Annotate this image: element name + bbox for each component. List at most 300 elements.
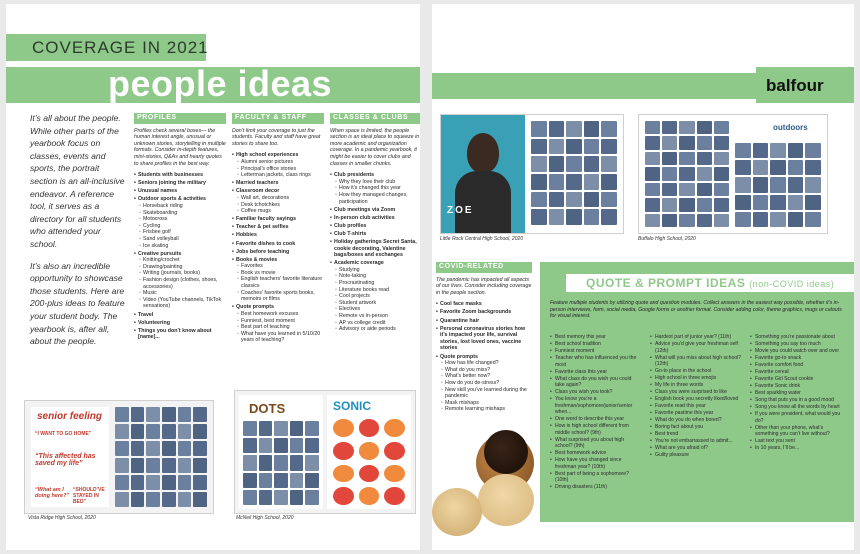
quote-prompt-item: • Driving disasters (11th) [550,484,642,491]
portrait-head [467,133,499,173]
quote-title-text: QUOTE & PROMPT IDEAS [586,276,746,290]
portrait-thumbnail [131,424,145,439]
portrait-thumbnail [162,492,176,507]
portrait-thumbnail [549,156,565,172]
buffalo-portrait-grid-right [735,143,821,227]
sub-list-item: ◦ Wall art, decorations [232,195,324,202]
drink-image [384,419,405,437]
portrait-thumbnail [178,475,192,490]
faculty-description: Don’t limit your coverage to just the students. Faculty and staff have great stories to share too. [232,127,321,147]
list-item: • Classroom decor [232,188,324,195]
quote-prompt-item: • Favorite Girl Scout cookie [750,376,842,383]
trefoil-cookie-image [432,488,482,536]
quote-prompt-item: • What surprised you about high school? (9th) [550,437,642,450]
right-title-bar [432,73,762,99]
portrait-thumbnail [645,136,660,149]
mcneil-left-page [239,395,323,509]
title-bar [6,63,420,104]
portrait-thumbnail [714,152,729,165]
portrait-thumbnail [662,214,677,227]
sub-list-item: ◦ Note-taking [330,273,420,280]
quote-prompt-item: • My life in three words [650,382,742,389]
portrait-thumbnail [259,490,273,505]
sub-list-item: ◦ Drawing/painting [134,264,226,271]
portrait-body [455,171,511,233]
quote-intro: Feature multiple students by utilizing quote and question modules. Collect answers in the easiest way possible, whether it’s in-person interviews, form, social media, Google forms or another format. Consider adding color, theme graphics, mugs or cutouts for visual interest. [550,300,842,320]
quote-prompt-item: • Favorite pastime this year [650,410,742,417]
portrait-thumbnail [805,195,821,210]
portrait-thumbnail [305,490,319,505]
portrait-thumbnail [274,438,288,453]
sub-list-item: ◦ Writing (journals, books) [134,270,226,277]
quote-list-1 [550,334,642,491]
portrait-thumbnail [193,424,207,439]
portrait-thumbnail [162,424,176,439]
portrait-thumbnail [697,121,712,134]
portrait-thumbnail [770,212,786,227]
quote-prompt-item: • Best trend [650,431,742,438]
quote-prompt-item: • Favorite go-to snack [750,355,842,362]
list-item: • Quarantine hair [436,318,532,325]
quote-prompt-item: • Favorite read this year [650,403,742,410]
portrait-thumbnail [162,475,176,490]
portrait-thumbnail [146,441,160,456]
covid-heading: COVID-RELATED [436,262,532,273]
sub-list-item: ◦ Letterman jackets, class rings [232,172,324,179]
mcneil-sonic-title: SONIC [333,399,372,413]
portrait-thumbnail [290,490,304,505]
portrait-thumbnail [566,139,582,155]
drink-image [359,487,380,505]
caption-little-rock: Little Rock Central High School, 2020 [440,236,524,242]
portrait-thumbnail [753,160,769,175]
portrait-thumbnail [566,192,582,208]
quote-prompt-item: • You’re not embarrassed to admit... [650,438,742,445]
sub-list-item: ◦ Desk tchotchkes [232,202,324,209]
faculty-column [232,113,324,344]
faculty-heading: FACULTY & STAFF [232,113,324,124]
sub-list-item: ◦ What do you miss? [436,367,532,374]
sub-list-item: ◦ How it’s changed this year [330,185,420,192]
mcneil-right-page [327,395,411,509]
portrait-thumbnail [531,209,547,225]
portrait-thumbnail [115,407,129,422]
quote-prompt-item: • Go-to place in the school [650,368,742,375]
portrait-thumbnail [259,473,273,488]
faculty-list [232,152,324,344]
list-item: • Married teachers [232,180,324,187]
portrait-thumbnail [584,174,600,190]
portrait-thumbnail [601,139,617,155]
portrait-thumbnail [735,212,751,227]
portrait-thumbnail [259,421,273,436]
portrait-thumbnail [753,212,769,227]
portrait-thumbnail [290,455,304,470]
portrait-thumbnail [178,424,192,439]
portrait-thumbnail [601,209,617,225]
list-item: • Books & movies [232,257,324,264]
portrait-thumbnail [805,177,821,192]
portrait-thumbnail [115,492,129,507]
list-item: • Club profiles [330,223,420,230]
sub-list-item: ◦ Remote learning mishaps [436,406,532,413]
sub-list-item: ◦ Sand volleyball [134,236,226,243]
sub-list-item: ◦ English teachers’ favorite literature classics [232,276,324,289]
profiles-column [134,113,226,341]
portrait-thumbnail [601,121,617,137]
portrait-thumbnail [679,183,694,196]
list-item: • Jobs before teaching [232,249,324,256]
portrait-thumbnail [679,214,694,227]
portrait-thumbnail [243,473,257,488]
portrait-thumbnail [290,421,304,436]
portrait-thumbnail [131,475,145,490]
sub-list-item: ◦ Music [134,290,226,297]
portrait-thumbnail [679,121,694,134]
quote-prompt-item: • Favorite Sonic drink [750,383,842,390]
quote-list-2 [650,334,742,459]
little-rock-portrait-grid [531,121,617,225]
logo-text: balfour [766,76,824,95]
buffalo-header [735,121,821,141]
sub-list-item: ◦ Principal’s office stories [232,166,324,173]
portrait-thumbnail [531,174,547,190]
mcneil-portrait-grid-left [243,421,319,505]
portrait-thumbnail [788,143,804,158]
list-item: • Travel [134,312,226,319]
list-item: • Holiday gatherings Secret Santa, cookie decorating, Valentine bags/boxes and exchanges [330,239,420,259]
quote-prompt-item: • Other than your phone, what’s something you can’t live without? [750,425,842,438]
quote-prompt-item: • Class you were surprised to like [650,389,742,396]
portrait-thumbnail [259,438,273,453]
covid-column [436,262,532,413]
page-title: people ideas [108,63,333,104]
portrait-thumbnail [805,212,821,227]
vista-portrait-grid [115,407,207,507]
quote-prompt-item: • Favorite cereal [750,369,842,376]
portrait-thumbnail [274,421,288,436]
portrait-thumbnail [735,195,751,210]
portrait-thumbnail [645,214,660,227]
shortbread-cookie-image [478,474,534,526]
sub-list-item: ◦ Alumni senior pictures [232,159,324,166]
portrait-thumbnail [645,167,660,180]
portrait-thumbnail [305,421,319,436]
portrait-thumbnail [162,458,176,473]
vista-quote-panel [31,407,109,507]
quote-prompt-item: • Last text you sent [750,438,842,445]
quote-title-bar [566,274,854,292]
portrait-thumbnail [243,421,257,436]
portrait-thumbnail [645,152,660,165]
classes-heading: CLASSES & CLUBS [330,113,420,124]
portrait-thumbnail [193,475,207,490]
quote-prompt-item: • How have you changed since freshman year? (10th) [550,457,642,470]
covid-description: The pandemic has impacted all aspects of our lives. Consider including coverage in the people section. [436,276,532,296]
classes-list [330,172,420,333]
portrait-thumbnail [305,438,319,453]
portrait-thumbnail [243,490,257,505]
portrait-thumbnail [274,455,288,470]
vista-quote-4: “SHOULD’VE STAYED IN BED” [73,487,105,505]
quote-prompt-item: • Movie you could watch over and over [750,348,842,355]
sub-list-item: ◦ AP vs college credit [330,320,420,327]
profiles-heading: PROFILES [134,113,226,124]
drink-image [384,487,405,505]
portrait-thumbnail [679,152,694,165]
portrait-thumbnail [753,195,769,210]
classes-column [330,113,420,333]
caption-mcneil: McNeil High School, 2020 [236,515,294,521]
quote-column-2 [650,334,742,459]
quote-column-3 [750,334,842,452]
list-item: • Outdoor sports & activities [134,196,226,203]
portrait-thumbnail [753,143,769,158]
portrait-thumbnail [697,167,712,180]
list-item: • Seniors joining the military [134,180,226,187]
portrait-thumbnail [697,214,712,227]
mcneil-dots-title: DOTS [249,401,286,416]
portrait-thumbnail [679,198,694,211]
list-item: • Quote prompts [232,304,324,311]
portrait-thumbnail [259,455,273,470]
quote-prompt-item: • If you were president, what would you do? [750,411,842,424]
portrait-thumbnail [662,152,677,165]
list-item: • Club T-shirts [330,231,420,238]
quote-prompt-item: • You know you’re a freshman/sophomore/junior/senior when... [550,396,642,416]
quote-prompt-item: • What are you afraid of? [650,445,742,452]
list-item: • Club presidents [330,172,420,179]
portrait-thumbnail [178,492,192,507]
sub-list-item: ◦ Ice skating [134,243,226,250]
sub-list-item: ◦ Frisbee golf [134,229,226,236]
drink-image [333,465,354,483]
quote-prompt-item: • Best sparkling water [750,390,842,397]
quote-subtitle: (non-COVID ideas) [749,279,835,289]
sub-list-item: ◦ Best part of teaching [232,324,324,331]
quote-prompt-item: • Boring fact about you [650,424,742,431]
sub-list-item: ◦ Advisory or aide periods [330,326,420,333]
caption-vista-ridge: Vista Ridge High School, 2020 [28,515,96,521]
sub-list-item: ◦ What’s better now? [436,373,532,380]
portrait-thumbnail [162,407,176,422]
portrait-thumbnail [146,407,160,422]
list-item: • Cool face masks [436,301,532,308]
sub-list-item: ◦ Coffee mugs [232,208,324,215]
portrait-thumbnail [584,156,600,172]
little-rock-portrait-photo [441,115,525,233]
portrait-thumbnail [645,198,660,211]
drink-image [333,442,354,460]
list-item: • Quote prompts [436,354,532,361]
sub-list-item: ◦ Fashion design (clothes, shoes, accessories) [134,277,226,290]
portrait-thumbnail [566,209,582,225]
list-item: • High school experiences [232,152,324,159]
portrait-thumbnail [178,458,192,473]
quote-prompt-item: • Favorite class this year [550,369,642,376]
drink-image [359,465,380,483]
quote-prompt-item: • Best school tradition [550,341,642,348]
drink-image [333,487,354,505]
sub-list-item: ◦ Mask mishaps [436,400,532,407]
portrait-thumbnail [679,167,694,180]
intro-paragraph-1: It’s all about the people. While other parts of the yearbook focus on classes, events and sports, the portrait section is an all-inclusive endeavor. A reference tool, it serves as a directory for all students who attended your school. [30,113,125,249]
portrait-thumbnail [274,473,288,488]
portrait-thumbnail [162,441,176,456]
portrait-thumbnail [178,407,192,422]
portrait-thumbnail [115,424,129,439]
quote-prompt-item: • Song that puts you in a good mood [750,397,842,404]
list-item: • In-person club activities [330,215,420,222]
list-item: • Personal coronavirus stories how it’s impacted your life, survival stories, lost loved ones, vaccine stories [436,326,532,352]
quote-prompt-item: • What do you do when bored? [650,417,742,424]
portrait-thumbnail [714,214,729,227]
portrait-thumbnail [735,143,751,158]
sub-list-item: ◦ Video (YouTube channels, TikTok sensations) [134,297,226,310]
portrait-thumbnail [131,492,145,507]
little-rock-name: ZOE [447,205,474,216]
portrait-thumbnail [274,490,288,505]
balfour-logo [756,67,854,103]
list-item: • Things you don’t know about [name]... [134,328,226,341]
portrait-thumbnail [735,177,751,192]
mcneil-drink-grid [333,419,405,505]
portrait-thumbnail [662,167,677,180]
intro-paragraph-2: It’s also an incredible opportunity to showcase those students. Here are 200-plus ideas to feature your student body. The yearbook is, after all, about the people. [30,260,125,347]
portrait-thumbnail [115,475,129,490]
portrait-thumbnail [115,458,129,473]
portrait-thumbnail [566,156,582,172]
sub-list-item: ◦ Student artwork [330,300,420,307]
portrait-thumbnail [549,121,565,137]
portrait-thumbnail [193,407,207,422]
vista-quote-1: “I WANT TO GO HOME” [35,431,92,437]
thin-mint-cookie-image [484,430,528,474]
quote-prompt-item: • Teacher who has influenced you the most [550,355,642,368]
portrait-thumbnail [645,183,660,196]
sub-list-item: ◦ Procrastinating [330,280,420,287]
portrait-thumbnail [193,492,207,507]
portrait-thumbnail [805,160,821,175]
quote-prompt-item: • Something you’re passionate about [750,334,842,341]
quote-prompt-item: • What will you miss about high school? (12th) [650,355,742,368]
portrait-thumbnail [549,209,565,225]
list-item: • Favorite Zoom backgrounds [436,309,532,316]
sub-list-item: ◦ Knitting/crochet [134,257,226,264]
sub-list-item: ◦ Electives [330,306,420,313]
portrait-thumbnail [193,458,207,473]
intro-text [30,112,128,357]
sub-list-item: ◦ Horseback riding [134,203,226,210]
portrait-thumbnail [566,174,582,190]
profiles-description: Profiles check several boxes— the human interest angle, unusual or unknown stories, storytelling in multiple formats. Consider in-depth features, mini-stories, Q&As and hearty quotes to share profiles in the best way. [134,127,226,167]
list-item: • Familiar faculty sayings [232,216,324,223]
portrait-thumbnail [146,492,160,507]
list-item: • Teacher & pet selfies [232,224,324,231]
sub-list-item: ◦ Best homework excuses [232,311,324,318]
quote-prompt-item: • High school in three emojis [650,375,742,382]
portrait-thumbnail [531,139,547,155]
portrait-thumbnail [770,195,786,210]
section-banner [6,34,209,61]
buffalo-portrait-grid-left [645,121,729,227]
list-item: • Club meetings via Zoom [330,207,420,214]
quote-prompt-item: • Best part of being a sophomore? (10th) [550,471,642,484]
mcneil-spread [234,390,416,514]
quote-title [586,276,834,290]
sub-list-item: ◦ Motocross [134,216,226,223]
portrait-thumbnail [531,192,547,208]
portrait-thumbnail [697,136,712,149]
drink-image [384,442,405,460]
portrait-thumbnail [549,192,565,208]
quote-prompt-item: • How is high school different from middle school? (9th) [550,423,642,436]
portrait-thumbnail [753,177,769,192]
drink-image [384,465,405,483]
right-page [432,4,854,550]
quote-prompt-item: • Song you know all the words by heart [750,404,842,411]
portrait-thumbnail [662,136,677,149]
portrait-thumbnail [549,174,565,190]
little-rock-spread [440,114,624,234]
quote-column-1 [550,334,642,491]
quote-prompt-item: • Guilty pleasure [650,452,742,459]
portrait-thumbnail [584,121,600,137]
list-item: • Hobbies [232,232,324,239]
portrait-thumbnail [566,121,582,137]
portrait-thumbnail [131,407,145,422]
portrait-thumbnail [645,121,660,134]
portrait-thumbnail [714,183,729,196]
quote-prompt-item: • Funniest moment [550,348,642,355]
sub-list-item: ◦ Literature books read [330,287,420,294]
portrait-thumbnail [601,174,617,190]
drink-image [333,419,354,437]
list-item: • Creative pursuits [134,251,226,258]
sub-list-item: ◦ How has life changed? [436,360,532,367]
portrait-thumbnail [243,438,257,453]
quote-prompt-item: • Class you wish you took? [550,389,642,396]
sub-list-item: ◦ Cool projects [330,293,420,300]
classes-description: When space is limited, the people section is an ideal place to squeeze in more academic and organization coverage. In a pandemic yearbook, it might be easier to cover clubs and classes in smaller chunks. [330,127,420,167]
quote-list-3 [750,334,842,452]
portrait-thumbnail [697,198,712,211]
sub-list-item: ◦ Book vs movie [232,270,324,277]
vista-quote-2: “This affected has saved my life” [35,453,96,467]
sub-list-item: ◦ Studying [330,267,420,274]
portrait-thumbnail [290,438,304,453]
banner-label: COVERAGE IN 2021 [32,38,209,57]
quote-prompt-item: • Advice you’d give your freshman self (12th) [650,341,742,354]
list-item: • Unusual names [134,188,226,195]
portrait-thumbnail [697,183,712,196]
sub-list-item: ◦ Why they love their club [330,179,420,186]
sub-list-item: ◦ How do you de-stress? [436,380,532,387]
portrait-thumbnail [788,177,804,192]
portrait-thumbnail [770,160,786,175]
quote-prompt-item: • One word to describe this year [550,416,642,423]
quote-prompt-item: • Something you say too much [750,341,842,348]
portrait-thumbnail [788,212,804,227]
list-item: • Favorite dishes to cook [232,241,324,248]
portrait-thumbnail [662,121,677,134]
buffalo-spread-title: outdoors [773,123,808,132]
quote-prompt-item: • English book you secretly liked/loved [650,396,742,403]
sub-list-item: ◦ What have you learned in 5/10/20 years of teaching? [232,331,324,344]
portrait-thumbnail [584,192,600,208]
quote-prompt-item: • Favorite comfort food [750,362,842,369]
portrait-thumbnail [178,441,192,456]
